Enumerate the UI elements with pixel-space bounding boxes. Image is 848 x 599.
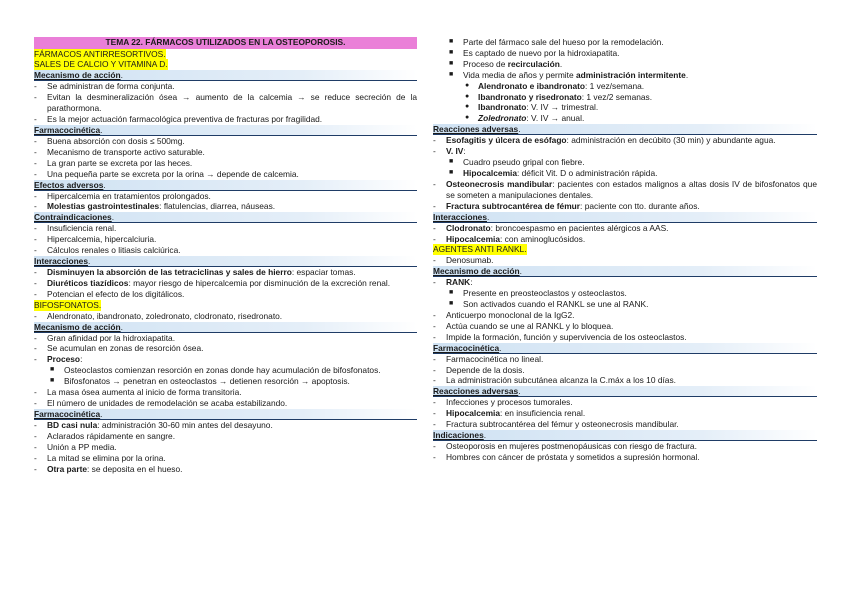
list-item: - Alendronato, ibandronato, zoledronato, clodronato, risedronato. bbox=[34, 310, 283, 321]
sub-sub-list-item: ● Zoledronato: V. IV → anual. bbox=[465, 113, 585, 124]
section-contraindicaciones: Contraindicaciones. bbox=[34, 212, 417, 223]
list-item: - Esofagitis y úlcera de esófago: administración en decúbito (30 min) y abundante agua. bbox=[433, 135, 776, 146]
list-item: - Farmacocinética no lineal. bbox=[433, 353, 544, 364]
section-reacciones-rankl: Reacciones adversas. bbox=[433, 386, 817, 397]
list-item: - Hombres con cáncer de próstata y sometidos a supresión hormonal. bbox=[433, 451, 700, 462]
list-item: - Infecciones y procesos tumorales. bbox=[433, 397, 573, 408]
list-item: - Hipocalcemia: con aminoglucósidos. bbox=[433, 233, 586, 244]
list-item: - Gran afinidad por la hidroxiapatita. bbox=[34, 332, 176, 343]
sub-list-item: ■ Son activados cuando el RANKL se une al RANK. bbox=[449, 299, 649, 310]
list-item: - Mecanismo de transporte activo saturable. bbox=[34, 146, 205, 157]
sub-list-item: ■ Presente en preosteoclastos y osteoclastos. bbox=[449, 288, 627, 299]
section-mecanismo-bifos: Mecanismo de acción. bbox=[34, 322, 417, 333]
list-item: - BD casi nula: administración 30-60 min antes del desayuno. bbox=[34, 419, 273, 430]
sub-list-item: ■ Vida media de años y permite administración intermitente. bbox=[449, 69, 689, 80]
list-item: - Cálculos renales o litiasis calciúrica. bbox=[34, 245, 181, 256]
list-item: - Potencian el efecto de los digitálicos. bbox=[34, 288, 185, 299]
list-item: - Se administran de forma conjunta. bbox=[34, 81, 175, 92]
sub-list-item: ■ Cuadro pseudo gripal con fiebre. bbox=[449, 157, 585, 168]
sub-sub-list-item: ● Ibandronato y risedronato: 1 vez/2 semanas. bbox=[465, 91, 653, 102]
section-farmacocinetica-bifos: Farmacocinética. bbox=[34, 409, 417, 420]
list-item: - Clodronato: broncoespasmo en pacientes alérgicos a AAS. bbox=[433, 222, 669, 233]
sub-list-item: ■ Hipocalcemia: déficit Vit. D o administración rápida. bbox=[449, 167, 658, 178]
list-item: - Denosumab. bbox=[433, 255, 494, 266]
list-item: - Molestias gastrointestinales: flatulencias, diarrea, náuseas. bbox=[34, 201, 276, 212]
list-item: - Impide la formación, función y supervivencia de los osteoclastos. bbox=[433, 331, 687, 342]
sub-list-item: ■ Osteoclastos comienzan resorción en zonas donde hay acumulación de bifosfonatos. bbox=[50, 365, 381, 376]
list-item: - Actúa cuando se une al RANKL y lo bloquea. bbox=[433, 320, 614, 331]
section-interacciones-bifos: Interacciones. bbox=[433, 212, 817, 223]
list-item: - La masa ósea aumenta al inicio de forma transitoria. bbox=[34, 387, 242, 398]
list-item: - Osteoporosis en mujeres postmenopáusicas con riesgo de fractura. bbox=[433, 441, 697, 452]
list-item: - Diuréticos tiazídicos: mayor riesgo de hipercalcemia por disminución de la excreción renal. bbox=[34, 277, 391, 288]
sub-sub-list-item: ● Alendronato e ibandronato: 1 vez/semana. bbox=[465, 80, 645, 91]
list-item: - Aclarados rápidamente en sangre. bbox=[34, 430, 176, 441]
page-title: TEMA 22. FÁRMACOS UTILIZADOS EN LA OSTEOPOROSIS. bbox=[34, 37, 417, 49]
list-item: - Se acumulan en zonas de resorción ósea. bbox=[34, 343, 204, 354]
section-interacciones: Interacciones. bbox=[34, 256, 417, 267]
list-item: - Depende de la dosis. bbox=[433, 364, 525, 375]
list-item: - La gran parte se excreta por las heces. bbox=[34, 157, 193, 168]
section-indicaciones: Indicaciones. bbox=[433, 430, 817, 441]
section-mecanismo: Mecanismo de acción. bbox=[34, 70, 417, 81]
section-efectos: Efectos adversos. bbox=[34, 180, 417, 191]
list-item: - La administración subcutánea alcanza la C.máx a los 10 días. bbox=[433, 375, 676, 386]
list-item: - Disminuyen la absorción de las tetraciclinas y sales de hierro: espaciar tomas. bbox=[34, 267, 356, 278]
bifosfonatos-heading: BIFOSFONATOS. bbox=[34, 299, 102, 310]
rankl-heading: AGENTES ANTI RANKL. bbox=[433, 244, 527, 255]
section-mecanismo-rankl: Mecanismo de acción. bbox=[433, 266, 817, 277]
list-item: - Fractura subtrocantérea del fémur y osteonecrosis mandibular. bbox=[433, 419, 679, 430]
calcio-heading: SALES DE CALCIO Y VITAMINA D. bbox=[34, 59, 168, 70]
list-item: - Es la mejor actuación farmacológica preventiva de fracturas por fragilidad. bbox=[34, 114, 323, 124]
list-item: - Otra parte: se deposita en el hueso. bbox=[34, 463, 183, 474]
sub-list-item: ■ Proceso de recirculación. bbox=[449, 58, 563, 69]
right-column bbox=[433, 37, 817, 463]
section-farmacocinetica: Farmacocinética. bbox=[34, 125, 417, 136]
list-item: - Hipercalcemia en tratamientos prolongados. bbox=[34, 190, 211, 201]
list-item: - Anticuerpo monoclonal de la IgG2. bbox=[433, 309, 575, 320]
section-reacciones: Reacciones adversas. bbox=[433, 124, 817, 135]
list-item: - Buena absorción con dosis ≤ 500mg. bbox=[34, 135, 185, 146]
sub-list-item: ■ Bifosfonatos → penetran en osteoclastos → detienen resorción → apoptosis. bbox=[50, 376, 350, 387]
list-item: - Hipocalcemia: en insuficiencia renal. bbox=[433, 408, 586, 419]
sub-list-item: ■ Es captado de nuevo por la hidroxiapatita. bbox=[449, 47, 620, 58]
list-item: - Una pequeña parte se excreta por la orina → depende de calcemia. bbox=[34, 168, 299, 179]
list-item: - El número de unidades de remodelación se acaba estabilizando. bbox=[34, 398, 288, 409]
list-item: - Proceso: bbox=[34, 354, 83, 365]
list-item: - Osteonecrosis mandibular: pacientes con estados malignos a altas dosis IV de bifosfonatos que se someten a manipulaciones dentales. bbox=[433, 178, 817, 200]
sub-sub-list-item: ● Ibandronato: V. IV → trimestral. bbox=[465, 102, 599, 113]
list-item: - Fractura subtrocantérea de fémur: paciente con tto. durante años. bbox=[433, 200, 700, 211]
list-item: - Unión a PP media. bbox=[34, 441, 117, 452]
list-item: - Insuficiencia renal. bbox=[34, 223, 117, 234]
list-item: - Hipercalcemia, hipercalciuria. bbox=[34, 234, 157, 245]
list-item: - V. IV: bbox=[433, 146, 466, 157]
left-column bbox=[34, 37, 417, 474]
list-item: - RANK: bbox=[433, 277, 473, 288]
sub-list-item: ■ Parte del fármaco sale del hueso por la remodelación. bbox=[449, 37, 664, 47]
subtitle: FÁRMACOS ANTIRRESORTIVOS. bbox=[34, 48, 166, 59]
list-item: - La mitad se elimina por la orina. bbox=[34, 452, 166, 463]
list-item: - Evitan la desmineralización ósea → aumento de la calcemia → se reduce secreción de la parathormona. bbox=[34, 92, 417, 114]
section-farmacocinetica-rankl: Farmacocinética. bbox=[433, 343, 817, 354]
